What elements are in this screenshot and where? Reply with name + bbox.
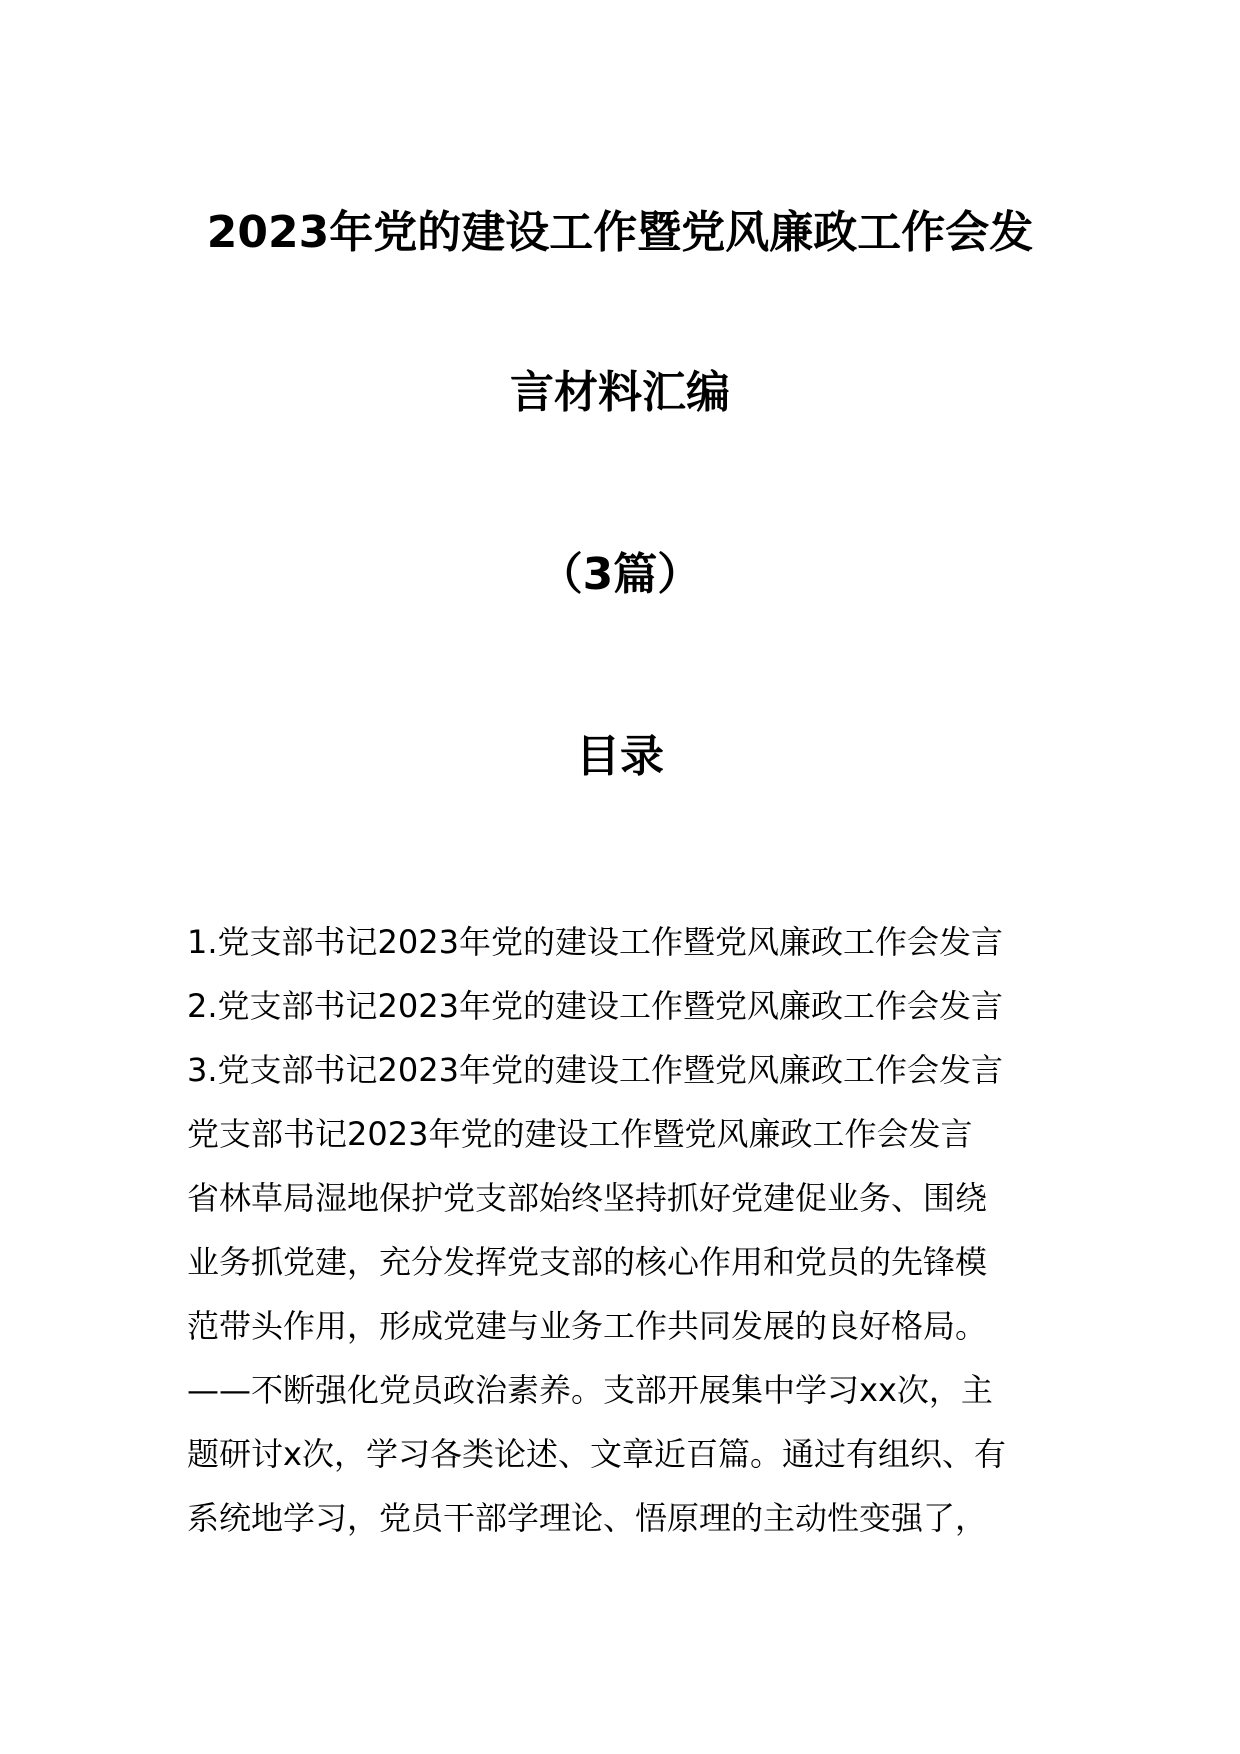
body-line-2: 业务抓党建，充分发挥党支部的核心作用和党员的先锋模 bbox=[187, 1243, 988, 1281]
body-line-6: 系统地学习，党员干部学理论、悟原理的主动性变强了， bbox=[187, 1499, 988, 1537]
body-line-1: 省林草局湿地保护党支部始终坚持抓好党建促业务、围绕 bbox=[187, 1179, 988, 1217]
body-line-5: 题研讨x次，学习各类论述、文章近百篇。通过有组织、有 bbox=[187, 1435, 1006, 1473]
document-title-line-2: 言材料汇编 bbox=[510, 367, 730, 418]
toc-item-1: 1.党支部书记2023年党的建设工作暨党风廉政工作会发言 bbox=[187, 923, 1003, 961]
document-body bbox=[187, 1102, 1067, 1550]
toc-heading: 目录 bbox=[576, 731, 664, 782]
document-title-line-1: 2023年党的建设工作暨党风廉政工作会发 bbox=[206, 207, 1034, 258]
toc-item-3: 3.党支部书记2023年党的建设工作暨党风廉政工作会发言 bbox=[187, 1051, 1003, 1089]
body-line-4: ——不断强化党员政治素养。支部开展集中学习xx次，主 bbox=[187, 1371, 993, 1409]
section-title: 党支部书记2023年党的建设工作暨党风廉政工作会发言 bbox=[187, 1115, 973, 1153]
table-of-contents bbox=[187, 910, 1067, 1102]
body-line-3: 范带头作用，形成党建与业务工作共同发展的良好格局。 bbox=[187, 1307, 988, 1345]
toc-item-2: 2.党支部书记2023年党的建设工作暨党风廉政工作会发言 bbox=[187, 987, 1003, 1025]
document-count-label: （3篇） bbox=[538, 549, 702, 600]
